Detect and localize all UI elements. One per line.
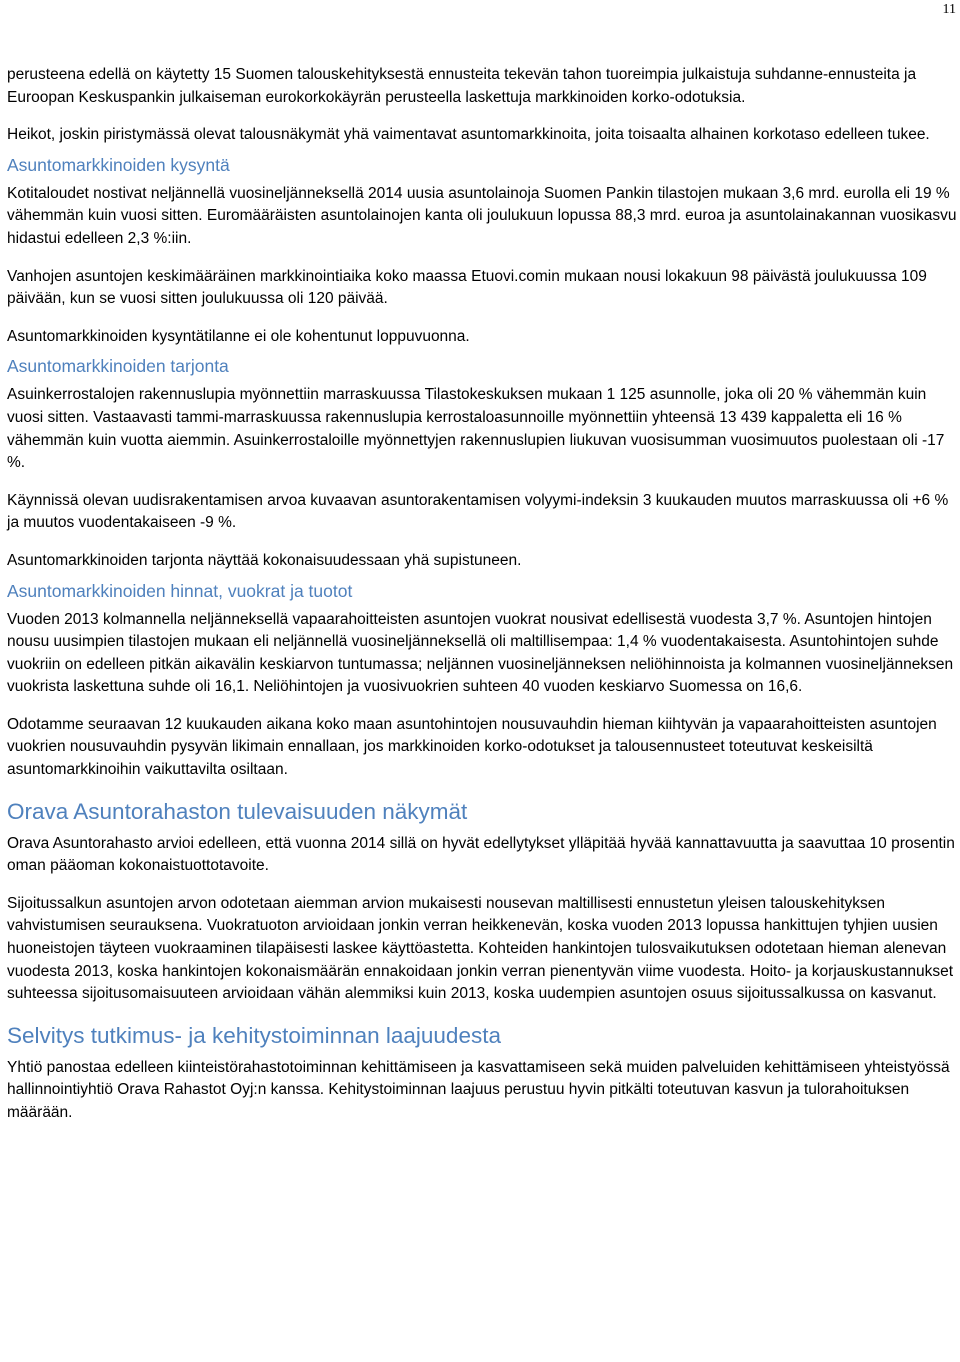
hinnat-paragraph-2: Odotamme seuraavan 12 kuukauden aikana koko maan asuntohintojen nousuvauhdin hieman kiihtyvän ja vapaarahoitteisten asuntojen vuokrien nousuvauhdin pysyvän likimain ennallaan, jos markkinoiden korko-odotukset ja talousennusteet toteutuvat keskeisiltä asuntomarkkinoihin vaikuttavilta osiltaan. [7, 715, 937, 779]
section-heading-hinnat: Asuntomarkkinoiden hinnat, vuokrat ja tuotot [7, 580, 353, 601]
orava-paragraph-2: Sijoitussalkun asuntojen arvon odotetaan aiemman arvion mukaisesti nousevan maltillisesti ennustetun yleisen talouskehityksen vahvistumisen seurauksena. Vuokratuoton arvioidaan jonkin verran heikkenevän, koska vuoden 2013 lopussa hankittujen tyhjien uusien huoneistojen täyteen vuokraaminen tilapäisesti laskee käyttöastetta. Kohteiden hankintojen tulosvaikutuksen odotetaan hieman alenevan vuodesta 2013, koska hankintojen kokonaismäärän ennakoidaan jonkin verran pienentyvän viime vuodesta. Hoito- ja korjauskustannukset suhteessa sijoitusomaisuuteen arvioidaan vähän alemmiksi kuin 2013, koska uudempien asuntojen osuus sijoitussalkussa on kasvanut. [7, 894, 954, 1003]
selvitys-paragraph-1: Yhtiö panostaa edelleen kiinteistörahastotoiminnan kehittämiseen ja kasvattamiseen sekä muiden palveluiden kehittämiseen yhteistyössä hallinnointiyhtiö Orava Rahastot Oyj:n kanssa. Kehitystoiminnan laajuus perustuu hyvin pitkälti toteutuvan kasvun ja tulorahoituksen määrään. [7, 1058, 950, 1121]
kysynta-paragraph-1: Kotitaloudet nostivat neljännellä vuosineljänneksellä 2014 uusia asuntolainoja Suomen Pankin tilastojen mukaan 3,6 mrd. eurolla eli 19 % vähemmän kuin vuosi sitten. Euromääräisten asuntolainojen kanta oli joulukuun lopussa 88,3 mrd. euroa ja asuntolainakannan vuosikasvu hidastui edelleen 2,3 %:iin. [7, 184, 957, 247]
tarjonta-paragraph-1: Asuinkerrostalojen rakennuslupia myönnettiin marraskuussa Tilastokeskuksen mukaan 1 125 asunnolle, joka oli 20 % vähemmän kuin vuosi sitten. Vastaavasti tammi-marraskuussa rakennuslupia kerrostaloasunnoille myönnettiin yhteensä 13 439 kappaletta eli 16 % vähemmän kuin vuotta aiemmin. Asuinkerrostaloille myönnettyjen rakennuslupien liukuvan vuosisumman vuosimuutos puolestaan oli -17 %. [7, 386, 945, 472]
section-heading-tarjonta: Asuntomarkkinoiden tarjonta [7, 356, 229, 377]
page-number: 11 [942, 2, 956, 17]
kysynta-paragraph-2: Vanhojen asuntojen keskimääräinen markkinointiaika koko maassa Etuovi.comin mukaan nousi lokakuun 98 päivästä joulukuussa 109 päivään, kun se vuosi sitten joulukuussa oli 120 päivää. [7, 267, 927, 308]
section-heading-kysynta: Asuntomarkkinoiden kysyntä [7, 154, 230, 175]
intro-paragraph-2: Heikot, joskin piristymässä olevat talousnäkymät yhä vaimentavat asuntomarkkinoita, joita toisaalta alhainen korkotaso edelleen tukee. [7, 126, 930, 144]
orava-paragraph-1: Orava Asuntorahasto arvioi edelleen, että vuonna 2014 sillä on hyvät edellytykset ylläpitää hyvää kannattavuutta ja saavuttaa 10 prosentin oman pääoman kokonaistuottotavoite. [7, 834, 955, 875]
intro-paragraph-1: perusteena edellä on käytetty 15 Suomen talouskehityksestä ennusteita tekevän tahon tuoreimpia julkaistuja suhdanne-ennusteita ja Euroopan Keskuspankin julkaiseman eurokorkokäyrän perusteella laskettuja markkinoiden korko-odotuksia. [7, 66, 917, 106]
section-heading-selvitys: Selvitys tutkimus- ja kehitystoiminnan laajuudesta [7, 1022, 501, 1048]
section-heading-orava: Orava Asuntorahaston tulevaisuuden näkymät [7, 798, 468, 824]
tarjonta-paragraph-2: Käynnissä olevan uudisrakentamisen arvoa kuvaavan asuntorakentamisen volyymi-indeksin 3 kuukauden muutos marraskuussa oli +6 % ja muutos vuodentakaiseen -9 %. [7, 491, 949, 532]
hinnat-paragraph-1: Vuoden 2013 kolmannella neljänneksellä vapaarahoitteisten asuntojen vuokrat nousivat edellisestä vuodesta 3,7 %. Asuntojen hintojen nousu uusimpien tilastojen mukaan eli neljännellä vuosineljänneksellä oli maltillisempaa: 1,4 % vuodentakaisesta. Asuntohintojen suhde vuokriin on edelleen pitkän aikavälin keskiarvon tuntumassa; neljännen vuosineljänneksen neliöhinnoista ja kolmannen vuosineljänneksen vuokrista laskettuna suhde oli 16,1. Neliöhintojen ja vuosivuokrien suhteen 40 vuoden keskiarvo Suomessa on 16,6. [7, 610, 954, 696]
document-body [7, 64, 957, 1125]
tarjonta-paragraph-3: Asuntomarkkinoiden tarjonta näyttää kokonaisuudessaan yhä supistuneen. [7, 551, 522, 569]
kysynta-paragraph-3: Asuntomarkkinoiden kysyntätilanne ei ole kohentunut loppuvuonna. [7, 327, 470, 345]
